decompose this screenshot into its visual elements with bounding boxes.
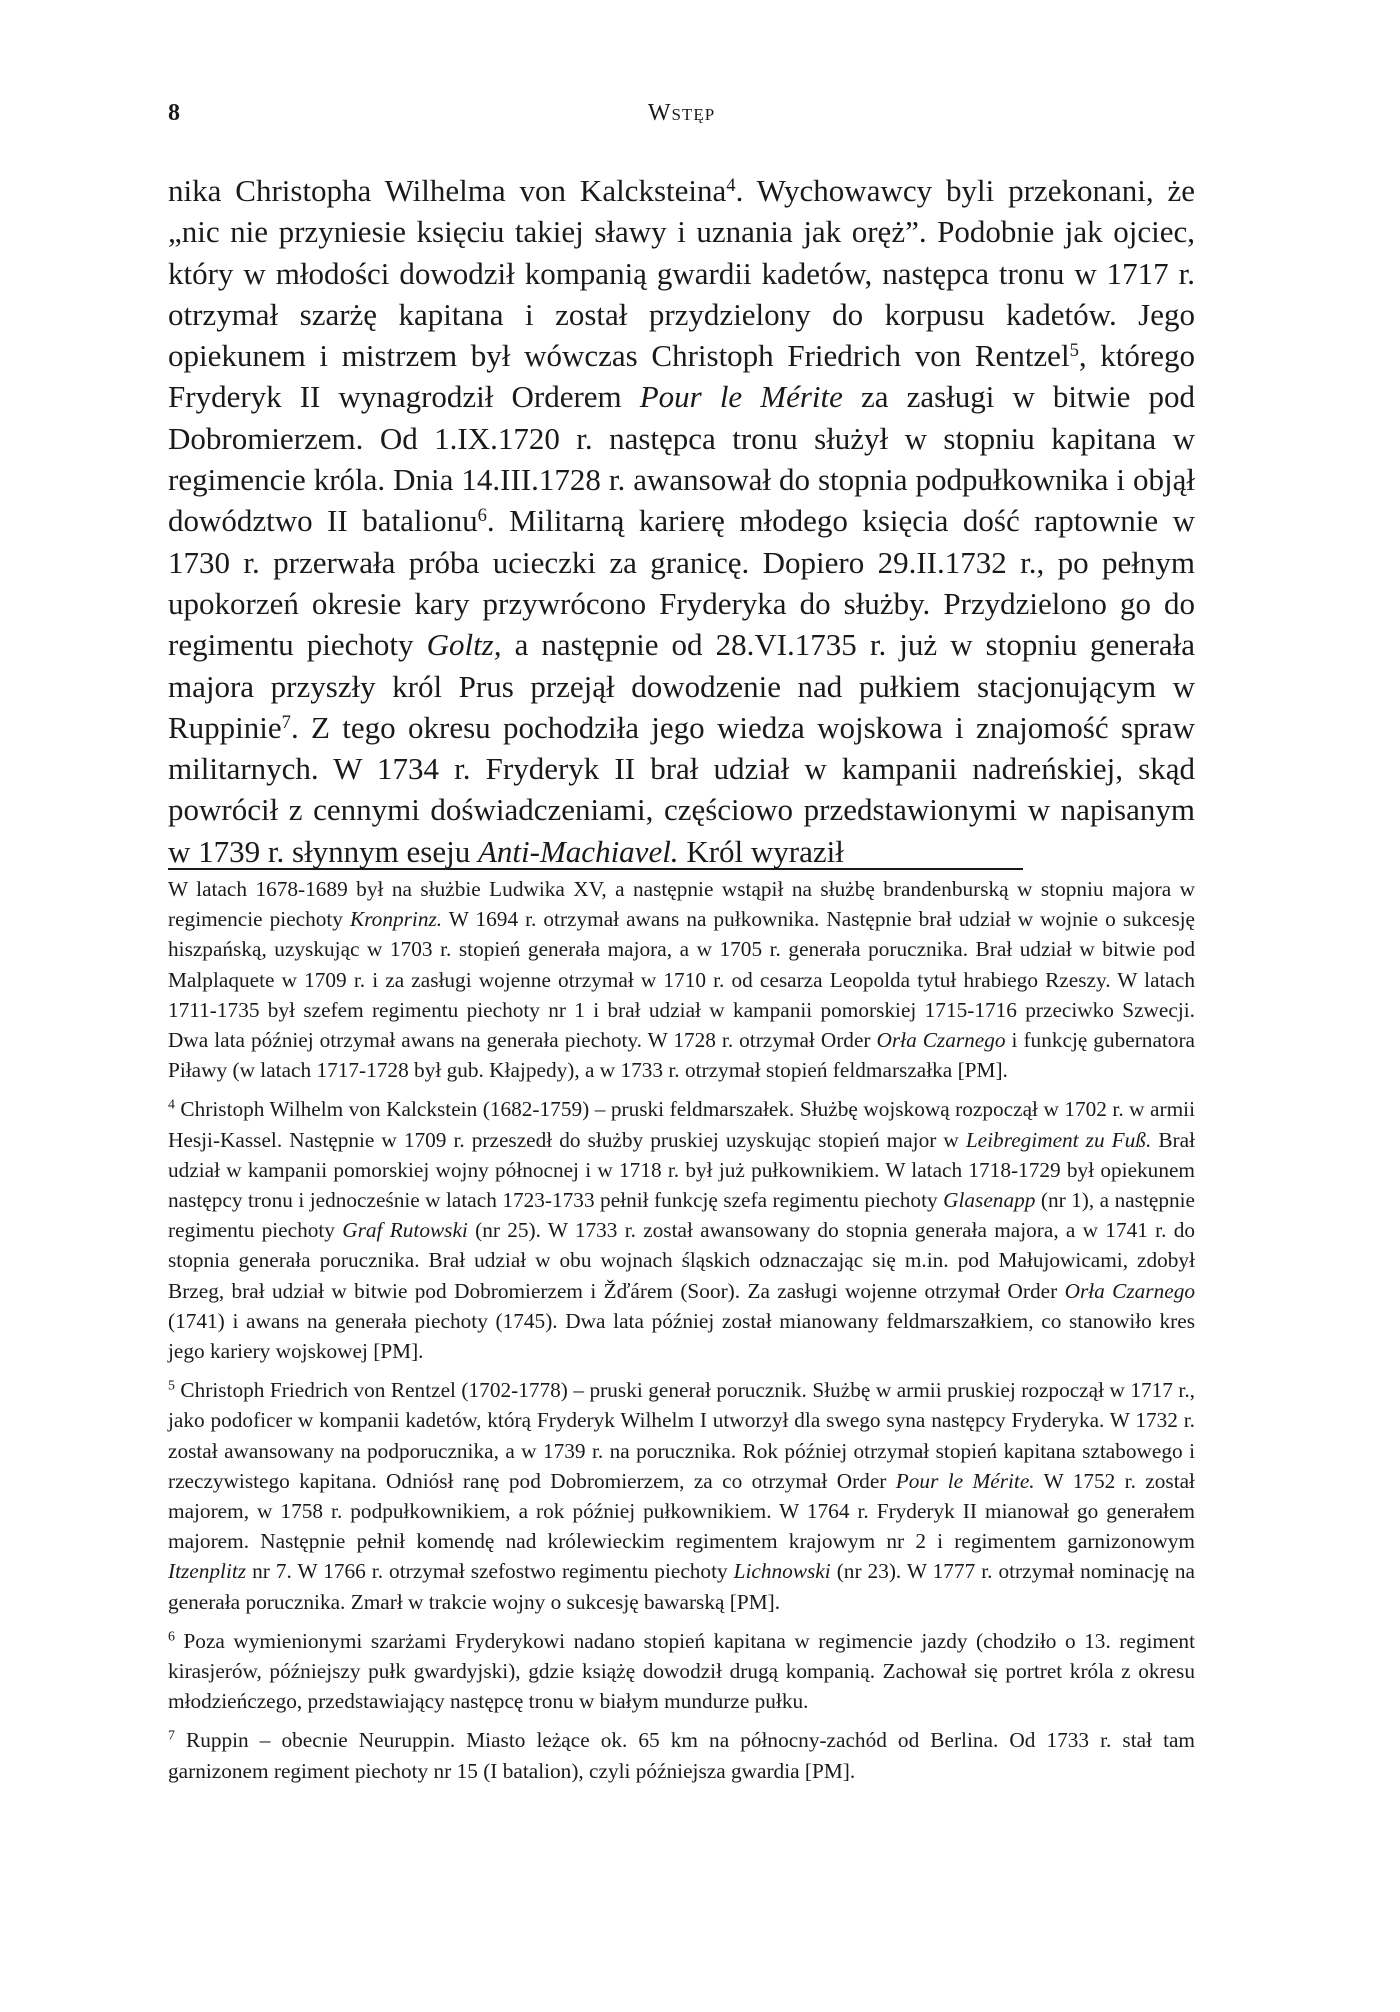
- footnote-number: 7: [168, 1727, 175, 1743]
- footnote-number: 4: [168, 1096, 175, 1112]
- text-run: Christoph Friedrich von Rentzel (1702-1778) – pruski generał porucznik. Służbę w armii pruskiej rozpoczął w 1717 r., jako podoficer w kompanii kadetów, którą Fryderyk Wilhelm I utworzył dla swego syna następcy Fryderyka. W 1732 r. został awansowany na podporucznika, a w 1739 r. na porucznika. Rok później otrzymał stopień kapitana sztabowego i rzeczywistego kapitana. Odniósł ranę pod Dobromierzem, za co otrzymał Order: [168, 1378, 1195, 1493]
- footnote-ref: 5: [1069, 339, 1079, 361]
- page-number: 8: [168, 100, 180, 126]
- text-run: Król wyraził: [678, 833, 844, 869]
- italic-title: Anti-Machiavel.: [478, 833, 679, 869]
- footnote-ref: 7: [281, 711, 291, 733]
- body-paragraph: [168, 170, 1195, 872]
- text-run: (1741) i awans na generała piechoty (1745). Dwa lata później został mianowany feldmarszałkiem, co stanowiło kres jego kariery wojskowej [PM].: [168, 1308, 1195, 1364]
- text-run: i funkcję gubernatora Piławy (w latach 1717-1728 był gub. Kłajpedy), a w 1733 r. otrzymał stopień feldmarszałka [PM].: [168, 1028, 1196, 1083]
- text-run: za zasługi w bitwie pod Dobromierzem. Od 1.IX.1720 r. następca tronu służył w stopniu kapitana w regimencie króla. Dnia 14.III.1728 r. awansował do stopnia podpułkownika i objął dowództwo II batalionu: [168, 379, 1195, 539]
- italic-name: Leibregiment zu Fuß.: [965, 1127, 1152, 1152]
- italic-name: Kronprinz.: [349, 907, 443, 932]
- italic-name: Glasenapp: [943, 1188, 1036, 1213]
- text-run: nika Christopha Wilhelma von Kalcksteina: [168, 173, 727, 208]
- text-run: Ruppin – obecnie Neuruppin. Miasto leżące ok. 65 km na północny-zachód od Berlina. Od 1733 r. stał tam garnizonem regiment piechoty nr 15 (I batalion), czyli późniejsza gwardia [PM].: [168, 1728, 1195, 1783]
- italic-name: Pour le Mérite.: [895, 1468, 1035, 1493]
- running-title: Wstęp: [647, 100, 716, 126]
- italic-name: Orła Czarnego: [876, 1028, 1006, 1053]
- footnote-ref: 6: [477, 505, 487, 527]
- footnote-6: [168, 1626, 1195, 1717]
- footnote-separator: [168, 868, 1023, 870]
- footnote-ref: 4: [726, 174, 736, 196]
- footnote-number: 6: [168, 1628, 175, 1644]
- text-run: a następnie od 28.VI.1735 r. już w stopniu generała majora przyszły król Prus przejął dowodzenie nad pułkiem stacjonującym w Ruppinie: [168, 627, 1195, 745]
- italic-name: Itzenplitz: [168, 1559, 247, 1584]
- text-run: (nr 25). W 1733 r. został awansowany do stopnia generała majora, a w 1741 r. do stopnia generała porucznika. Brał udział w obu wojnach śląskich odznaczając się m.in. pod Małujowicami, zdobył Brzeg, brał udział w bitwie pod Dobromierzem i Žďárem (Soor). Za zasługi wojenne otrzymał Order: [168, 1218, 1195, 1303]
- text-run: . Wychowawcy byli przekonani, że „nic nie przyniesie księciu takiej sławy i uznania jak oręż”. Podobnie jak ojciec, który w młodości dowodził kompanią gwardii kadetów, następca tronu w 1717 r. otrzymał szarżę kapitana i został przydzielony do korpusu kadetów. Jego opiekunem i mistrzem był wówczas Christoph Friedrich von Rentzel: [168, 173, 1195, 374]
- text-run: Poza wymienionymi szarżami Fryderykowi nadano stopień kapitana w regimencie jazdy (chodziło o 13. regiment kirasjerów, późniejszy pułk gwardyjski), gdzie książę dowodził drugą kompanią. Zachował się portret króla z okresu młodzieńczego, przedstawiający następcę tronu w białym mundurze pułku.: [168, 1628, 1195, 1714]
- text-run: (nr 23). W 1777 r. otrzymał nominację na generała porucznika. Zmarł w trakcie wojny o sukcesję bawarską [PM].: [168, 1559, 1196, 1614]
- text-run: W 1752 r. został majorem, w 1758 r. podpułkownikiem, a rok później pułkownikiem. W 1764 r. Fryderyk II mianował go generałem majorem. Następnie pełnił komendę nad królewieckim regimentem krajowym nr 2 i regimentem garnizonowym: [168, 1468, 1195, 1554]
- text-run: , którego Fryderyk II wynagrodził Orderem: [168, 338, 1195, 415]
- footnote-4: [168, 1094, 1195, 1366]
- footnote-number: 5: [168, 1377, 175, 1393]
- italic-name: Goltz,: [426, 627, 502, 663]
- footnote-5: [168, 1375, 1195, 1617]
- text-run: W 1694 r. otrzymał awans na pułkownika. Następnie brał udział w wojnie o sukcesję hiszpańską, uzyskując w 1703 r. stopień generała majora, a w 1705 r. generała porucznika. Brał udział w bitwie pod Malplaquete w 1709 r. i za zasługi wojenne otrzymał w 1710 r. od cesarza Leopolda tytuł hrabiego Rzeszy. W latach 1711-1735 był szefem regimentu piechoty nr 1 i brał udział w kampanii pomorskiej 1715-1716 przeciwko Szwecji. Dwa lata później otrzymał awans na generała piechoty. W 1728 r. otrzymał Order: [168, 907, 1195, 1053]
- text-run: Brał udział w kampanii pomorskiej wojny północnej i w 1718 r. był już pułkownikiem. W latach 1718-1729 był opiekunem następcy tronu i jednocześnie w latach 1723-1733 pełnił funkcję szefa regimentu piechoty: [168, 1127, 1195, 1213]
- text-run: . Z tego okresu pochodziła jego wiedza wojskowa i znajomość spraw militarnych. W 1734 r. Fryderyk II brał udział w kampanii nadreńskiej, skąd powrócił z cennymi doświadczeniami, częściowo przedstawionymi w napisanym w 1739 r. słynnym eseju: [168, 709, 1195, 869]
- italic-name: Orła Czarnego: [1064, 1278, 1195, 1303]
- page-header: [168, 100, 1195, 140]
- footnotes: [168, 874, 1195, 1795]
- footnote-3-continued: [168, 874, 1195, 1085]
- text-run: (nr 1), a następnie regimentu piechoty: [168, 1188, 1195, 1243]
- footnote-7: [168, 1725, 1195, 1785]
- main-text: [168, 170, 1195, 872]
- italic-name: Graf Rutowski: [342, 1218, 468, 1243]
- italic-name: Lichnowski: [733, 1559, 831, 1584]
- italic-title: Pour le Mérite: [639, 379, 843, 415]
- text-run: nr 7. W 1766 r. otrzymał szefostwo regimentu piechoty: [246, 1559, 734, 1584]
- text-run: . Militarną karierę młodego księcia dość raptownie w 1730 r. przerwała próba ucieczki za granicę. Dopiero 29.II.1732 r., po pełnym upokorzeń okresie kary przywrócono Fryderyka do służby. Przydzielono go do regimentu piechoty: [168, 503, 1195, 663]
- text-run: W latach 1678-1689 był na służbie Ludwika XV, a następnie wstąpił na służbę brandenburską w stopniu majora w regimencie piechoty: [168, 877, 1195, 932]
- text-run: Christoph Wilhelm von Kalckstein (1682-1759) – pruski feldmarszałek. Służbę wojskową rozpoczął w 1702 r. w armii Hesji-Kassel. Następnie w 1709 r. przeszedł do służby pruskiej uzyskując stopień major w: [168, 1097, 1195, 1152]
